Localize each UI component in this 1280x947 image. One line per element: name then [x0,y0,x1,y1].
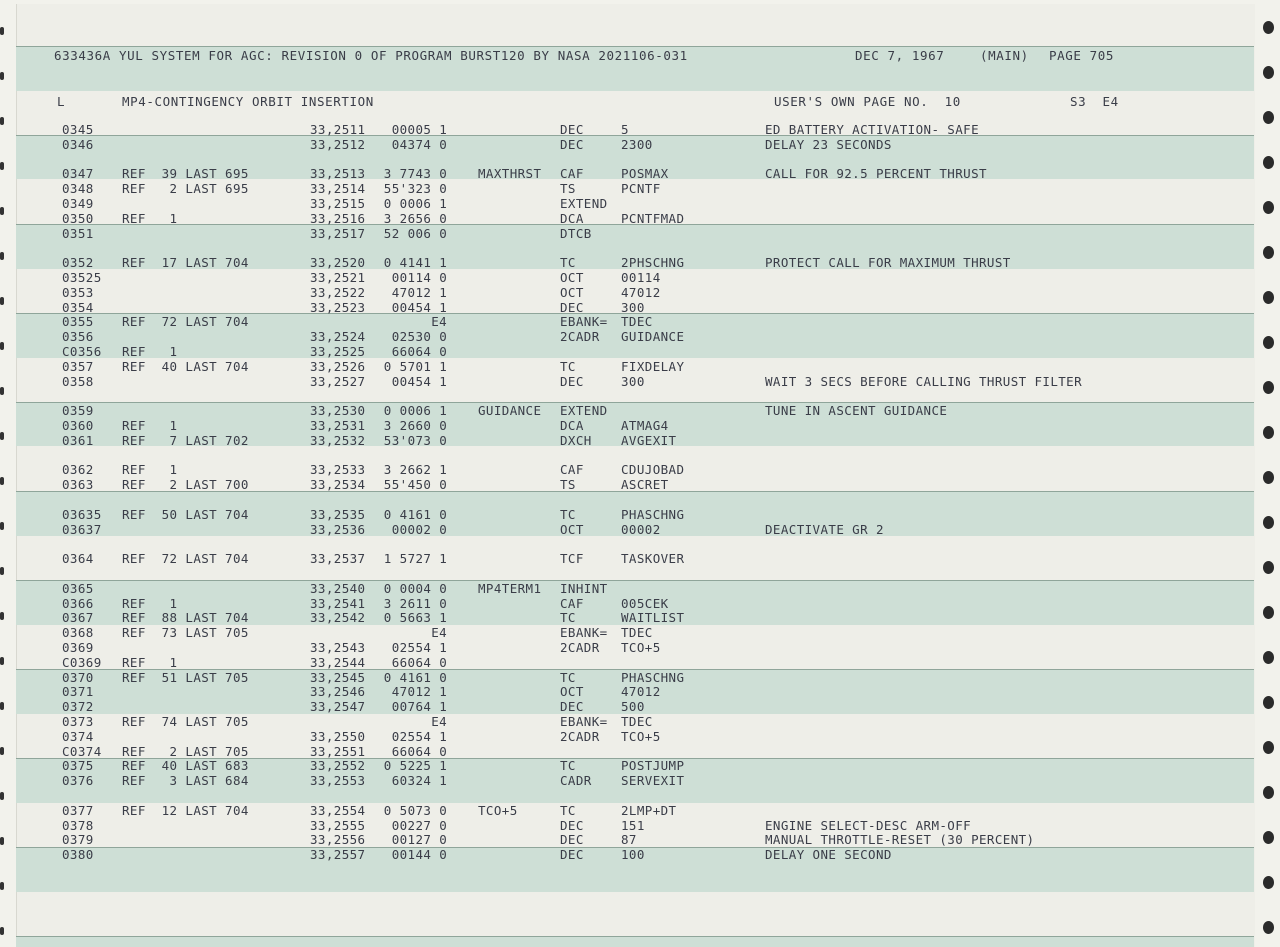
feed-hole-left [0,882,4,890]
listing-operand: 2300 [621,136,653,152]
feed-hole-left [0,342,4,350]
feed-hole-left [0,477,4,485]
listing-op: DEC [560,832,584,848]
listing-addr: 33,2524 [310,329,366,345]
listing-op: DEC [560,847,584,863]
listing-line: 0362 [62,462,94,478]
listing-label: MP4TERM1 [478,580,542,596]
listing-code: 3 2611 0 [383,595,448,611]
listing-line: 0369 [62,640,94,655]
listing-operand: 47012 [621,284,661,300]
listing-code: 3 7743 0 [383,166,448,182]
feed-hole-right [1263,156,1274,169]
listing-code: 0 0006 1 [383,403,448,419]
listing-comment: ED BATTERY ACTIVATION- SAFE [765,122,979,137]
listing-operand: TASKOVER [621,551,685,567]
listing-label: MAXTHRST [478,166,542,182]
listing-addr: 33,2543 [310,640,366,655]
feed-hole-left [0,387,4,395]
listing-op: 2CADR [560,728,600,744]
listing-operand: POSMAX [621,166,669,182]
listing-line: 0371 [62,684,94,700]
listing-ref: REF 40 LAST 683 [122,758,249,774]
listing-line: C0369 [62,654,102,670]
listing-comment: DELAY 23 SECONDS [765,136,892,152]
listing-line: 0361 [62,432,94,448]
feed-hole-left [0,252,4,260]
listing-line: 0367 [62,610,94,626]
listing-comment: DELAY ONE SECOND [765,847,892,863]
listing-addr: 33,2521 [310,270,366,285]
listing-op: CADR [560,773,592,789]
listing-ref: REF 39 LAST 695 [122,166,249,182]
listing-comment: WAIT 3 SECS BEFORE CALLING THRUST FILTER [765,373,1083,389]
listing-ref: REF 74 LAST 705 [122,714,249,729]
listing-operand: 00002 [621,521,661,537]
listing-op: DTCB [560,225,592,241]
listing-op: DEC [560,122,584,137]
listing-line: 0355 [62,314,94,330]
listing-code: 00005 1 [391,122,448,137]
listing-line: 0345 [62,122,94,137]
listing-operand: GUIDANCE [621,329,685,345]
listing-op: CAF [560,166,584,182]
feed-hole-left [0,747,4,755]
listing-addr: 33,2551 [310,743,366,759]
listing-line: 0360 [62,418,94,433]
listing-line: 0346 [62,136,94,152]
listing-code: 55'323 0 [383,181,448,197]
listing-op: EXTEND [560,196,608,211]
feed-hole-left [0,207,4,215]
listing-addr: 33,2557 [310,847,366,863]
listing-operand: 005CEK [621,595,669,611]
listing-ref: REF 50 LAST 704 [122,506,249,522]
listing-code: 55'450 0 [383,477,448,493]
listing-operand: AVGEXIT [621,432,677,448]
listing-line: 0377 [62,802,94,818]
listing-line: 0350 [62,210,94,226]
listing-line: 0351 [62,225,94,241]
listing-ref: REF 1 [122,344,178,359]
listing-ref: REF 40 LAST 704 [122,358,249,374]
listing-line: 0357 [62,358,94,374]
listing-code: 60324 1 [391,773,448,789]
listing-comment: ENGINE SELECT-DESC ARM-OFF [765,817,972,833]
feed-hole-right [1263,21,1274,34]
listing-comment: PROTECT CALL FOR MAXIMUM THRUST [765,255,1011,271]
feed-hole-left [0,117,4,125]
listing-code: 00114 0 [391,270,448,285]
listing-ref: REF 12 LAST 704 [122,802,249,818]
listing-code: 0 5663 1 [383,610,448,626]
feed-hole-right [1263,381,1274,394]
listing-ref: REF 51 LAST 705 [122,669,249,685]
listing-line: 0374 [62,728,94,744]
listing-line: 0352 [62,255,94,271]
listing-code: 04374 0 [391,136,448,152]
listing-operand: 47012 [621,684,661,700]
listing-addr: 33,2533 [310,462,366,478]
listing-operand: ATMAG4 [621,418,669,433]
listing-addr: 33,2542 [310,610,366,626]
listing-addr: 33,2513 [310,166,366,182]
listing-label: TCO+5 [478,802,518,818]
listing-code: 52 006 0 [383,225,448,241]
listing-operand: 100 [621,847,645,863]
listing-addr: 33,2540 [310,580,366,596]
listing-line: 0348 [62,181,94,197]
listing-code: 0 0004 0 [383,580,448,596]
listing-line: 03525 [62,270,102,285]
listing-addr: 33,2547 [310,699,366,715]
listing-line: 0365 [62,580,94,596]
feed-hole-right [1263,786,1274,799]
listing-ref: REF 3 LAST 684 [122,773,249,789]
feed-hole-left [0,702,4,710]
listing-op: OCT [560,284,584,300]
listing-op: 2CADR [560,640,600,655]
listing-ref: REF 1 [122,418,178,433]
greenbar-rule [16,135,1254,136]
listing-line: 0375 [62,758,94,774]
listing-op: TC [560,758,576,774]
listing-op: EBANK= [560,625,608,641]
listing-line: 0353 [62,284,94,300]
listing-addr: 33,2514 [310,181,366,197]
greenbar-rule [16,936,1254,937]
listing-line: 0368 [62,625,94,641]
listing-op: CAF [560,462,584,478]
listing-addr: 33,2555 [310,817,366,833]
listing-addr: 33,2552 [310,758,366,774]
feed-hole-right [1263,876,1274,889]
listing-code: E4 [431,625,448,641]
feed-hole-left [0,297,4,305]
listing-code: 0 4161 0 [383,669,448,685]
listing-operand: PHASCHNG [621,669,685,685]
listing-code: 47012 1 [391,284,448,300]
listing-addr: 33,2535 [310,506,366,522]
feed-hole-right [1263,516,1274,529]
listing-addr: 33,2517 [310,225,366,241]
listing-op: INHINT [560,580,608,596]
listing-code: E4 [431,314,448,330]
listing-op: OCT [560,270,584,285]
listing-line: 0358 [62,373,94,389]
listing-operand: TCO+5 [621,640,661,655]
listing-line: 0380 [62,847,94,863]
listing-addr: 33,2512 [310,136,366,152]
listing-line: 0364 [62,551,94,567]
feed-hole-right [1263,696,1274,709]
listing-operand: TDEC [621,314,653,330]
listing-header-page: PAGE 705 [1049,48,1115,63]
listing-code: 47012 1 [391,684,448,700]
listing-addr: 33,2511 [310,122,366,137]
listing-op: TC [560,802,576,818]
listing-line: 0378 [62,817,94,833]
feed-hole-right [1263,66,1274,79]
listing-addr: 33,2536 [310,521,366,537]
listing-code: E4 [431,714,448,729]
listing-code: 02554 1 [391,728,448,744]
listing-op: DEC [560,699,584,715]
listing-op: OCT [560,684,584,700]
feed-hole-left [0,162,4,170]
listing-addr: 33,2526 [310,358,366,374]
listing-operand: CDUJOBAD [621,462,685,478]
listing-code: 66064 0 [391,743,448,759]
feed-hole-left [0,792,4,800]
listing-operand: 300 [621,373,645,389]
listing-op: DEC [560,299,584,315]
listing-comment: TUNE IN ASCENT GUIDANCE [765,403,948,419]
listing-addr: 33,2525 [310,344,366,359]
listing-op: DEC [560,817,584,833]
listing-ref: REF 72 LAST 704 [122,314,249,330]
feed-hole-right [1263,921,1274,934]
listing-line: C0356 [62,344,102,359]
listing-operand: 500 [621,699,645,715]
listing-op: EBANK= [560,314,608,330]
feed-hole-left [0,72,4,80]
listing-ref: REF 2 LAST 695 [122,181,249,197]
listing-op: OCT [560,521,584,537]
listing-line: 0370 [62,669,94,685]
listing-line: 0347 [62,166,94,182]
listing-operand: 2LMP+DT [621,802,677,818]
feed-hole-left [0,837,4,845]
listing-op: DCA [560,418,584,433]
listing-addr: 33,2516 [310,210,366,226]
listing-line: 0363 [62,477,94,493]
listing-op: 2CADR [560,329,600,345]
listing-code: 1 5727 1 [383,551,448,567]
listing-operand: 87 [621,832,637,848]
listing-code: 02530 0 [391,329,448,345]
listing-op: DXCH [560,432,592,448]
listing-op: EXTEND [560,403,608,419]
listing-ref: REF 1 [122,210,178,226]
log-section-title: MP4-CONTINGENCY ORBIT INSERTION [122,94,374,109]
listing-addr: 33,2546 [310,684,366,700]
listing-op: TS [560,477,576,493]
users-own-page-number: USER'S OWN PAGE NO. 10 [774,94,961,109]
listing-code: 3 2660 0 [383,418,448,433]
listing-comment: CALL FOR 92.5 PERCENT THRUST [765,166,987,182]
listing-operand: 151 [621,817,645,833]
listing-op: TC [560,669,576,685]
listing-operand: PCNTFMAD [621,210,685,226]
listing-ref: REF 1 [122,595,178,611]
listing-op: CAF [560,595,584,611]
greenbar-band [16,936,1254,947]
listing-op: EBANK= [560,714,608,729]
listing-code: 00454 1 [391,299,448,315]
listing-operand: TCO+5 [621,728,661,744]
listing-line: C0374 [62,743,102,759]
listing-line: 0372 [62,699,94,715]
listing-addr: 33,2541 [310,595,366,611]
listing-op: TC [560,255,576,271]
listing-code: 66064 0 [391,654,448,670]
listing-op: TCF [560,551,584,567]
feed-hole-left [0,27,4,35]
listing-code: 02554 1 [391,640,448,655]
listing-operand: POSTJUMP [621,758,685,774]
feed-hole-left [0,927,4,935]
listing-ref: REF 73 LAST 705 [122,625,249,641]
listing-operand: PHASCHNG [621,506,685,522]
listing-code: 0 5073 0 [383,802,448,818]
listing-op: DCA [560,210,584,226]
listing-addr: 33,2523 [310,299,366,315]
feed-hole-left [0,657,4,665]
listing-operand: PCNTF [621,181,661,197]
feed-hole-right [1263,651,1274,664]
listing-code: 0 4141 1 [383,255,448,271]
listing-operand: WAITLIST [621,610,685,626]
greenbar-rule [16,402,1254,403]
listing-operand: TDEC [621,625,653,641]
listing-op: DEC [560,373,584,389]
listing-line: 0376 [62,773,94,789]
listing-addr: 33,2556 [310,832,366,848]
listing-code: 0 5701 1 [383,358,448,374]
listing-code: 53'073 0 [383,432,448,448]
listing-addr: 33,2515 [310,196,366,211]
listing-operand: ASCRET [621,477,669,493]
feed-hole-right [1263,831,1274,844]
listing-code: 3 2656 0 [383,210,448,226]
listing-header-section: (MAIN) [980,48,1029,63]
listing-code: 00764 1 [391,699,448,715]
listing-addr: 33,2530 [310,403,366,419]
greenbar-rule [16,46,1254,47]
listing-code: 00144 0 [391,847,448,863]
listing-addr: 33,2531 [310,418,366,433]
listing-code: 00227 0 [391,817,448,833]
listing-addr: 33,2534 [310,477,366,493]
listing-addr: 33,2522 [310,284,366,300]
feed-hole-left [0,522,4,530]
listing-operand: FIXDELAY [621,358,685,374]
listing-ref: REF 1 [122,654,178,670]
listing-ref: REF 2 LAST 705 [122,743,249,759]
listing-ref: REF 2 LAST 700 [122,477,249,493]
feed-hole-left [0,432,4,440]
listing-comment: DEACTIVATE GR 2 [765,521,884,537]
listing-op: TS [560,181,576,197]
feed-hole-right [1263,426,1274,439]
greenbar-rule [16,580,1254,581]
feed-hole-right [1263,606,1274,619]
feed-hole-right [1263,246,1274,259]
listing-header-title: 633436A YUL SYSTEM FOR AGC: REVISION 0 OF PROGRAM BURST120 BY NASA 2021106-031 [54,48,688,63]
listing-line: 0354 [62,299,94,315]
listing-code: 66064 0 [391,344,448,359]
listing-op: DEC [560,136,584,152]
log-marker: L [57,94,66,109]
listing-line: 0359 [62,403,94,419]
listing-op: TC [560,506,576,522]
listing-operand: 2PHSCHNG [621,255,685,271]
listing-code: 0 5225 1 [383,758,448,774]
listing-label: GUIDANCE [478,403,542,419]
listing-code: 0 4161 0 [383,506,448,522]
listing-addr: 33,2532 [310,432,366,448]
listing-addr: 33,2527 [310,373,366,389]
listing-operand: TDEC [621,714,653,729]
listing-addr: 33,2537 [310,551,366,567]
listing-operand: 5 [621,122,629,137]
listing-operand: SERVEXIT [621,773,685,789]
feed-hole-right [1263,291,1274,304]
feed-hole-right [1263,201,1274,214]
feed-hole-right [1263,111,1274,124]
listing-operand: 300 [621,299,645,315]
listing-code: 00127 0 [391,832,448,848]
listing-line: 0349 [62,196,94,211]
listing-addr: 33,2544 [310,654,366,670]
feed-hole-right [1263,471,1274,484]
listing-ref: REF 7 LAST 702 [122,432,249,448]
listing-addr: 33,2520 [310,255,366,271]
listing-flags: S3 E4 [1070,94,1119,109]
feed-hole-right [1263,336,1274,349]
listing-addr: 33,2550 [310,728,366,744]
listing-ref: REF 17 LAST 704 [122,255,249,271]
feed-hole-left [0,612,4,620]
feed-hole-right [1263,561,1274,574]
listing-op: TC [560,358,576,374]
listing-code: 0 0006 1 [383,196,448,211]
listing-line: 0366 [62,595,94,611]
listing-addr: 33,2545 [310,669,366,685]
listing-line: 03635 [62,506,102,522]
listing-addr: 33,2553 [310,773,366,789]
feed-hole-right [1263,741,1274,754]
listing-line: 0356 [62,329,94,345]
listing-code: 00002 0 [391,521,448,537]
listing-line: 0379 [62,832,94,848]
feed-hole-left [0,567,4,575]
listing-line: 0373 [62,714,94,729]
listing-code: 3 2662 1 [383,462,448,478]
listing-comment: MANUAL THROTTLE-RESET (30 PERCENT) [765,832,1035,848]
listing-ref: REF 1 [122,462,178,478]
listing-header-date: DEC 7, 1967 [855,48,945,63]
listing-ref: REF 88 LAST 704 [122,610,249,626]
listing-ref: REF 72 LAST 704 [122,551,249,567]
listing-op: TC [560,610,576,626]
listing-line: 03637 [62,521,102,537]
listing-operand: 00114 [621,270,661,285]
listing-addr: 33,2554 [310,802,366,818]
listing-code: 00454 1 [391,373,448,389]
